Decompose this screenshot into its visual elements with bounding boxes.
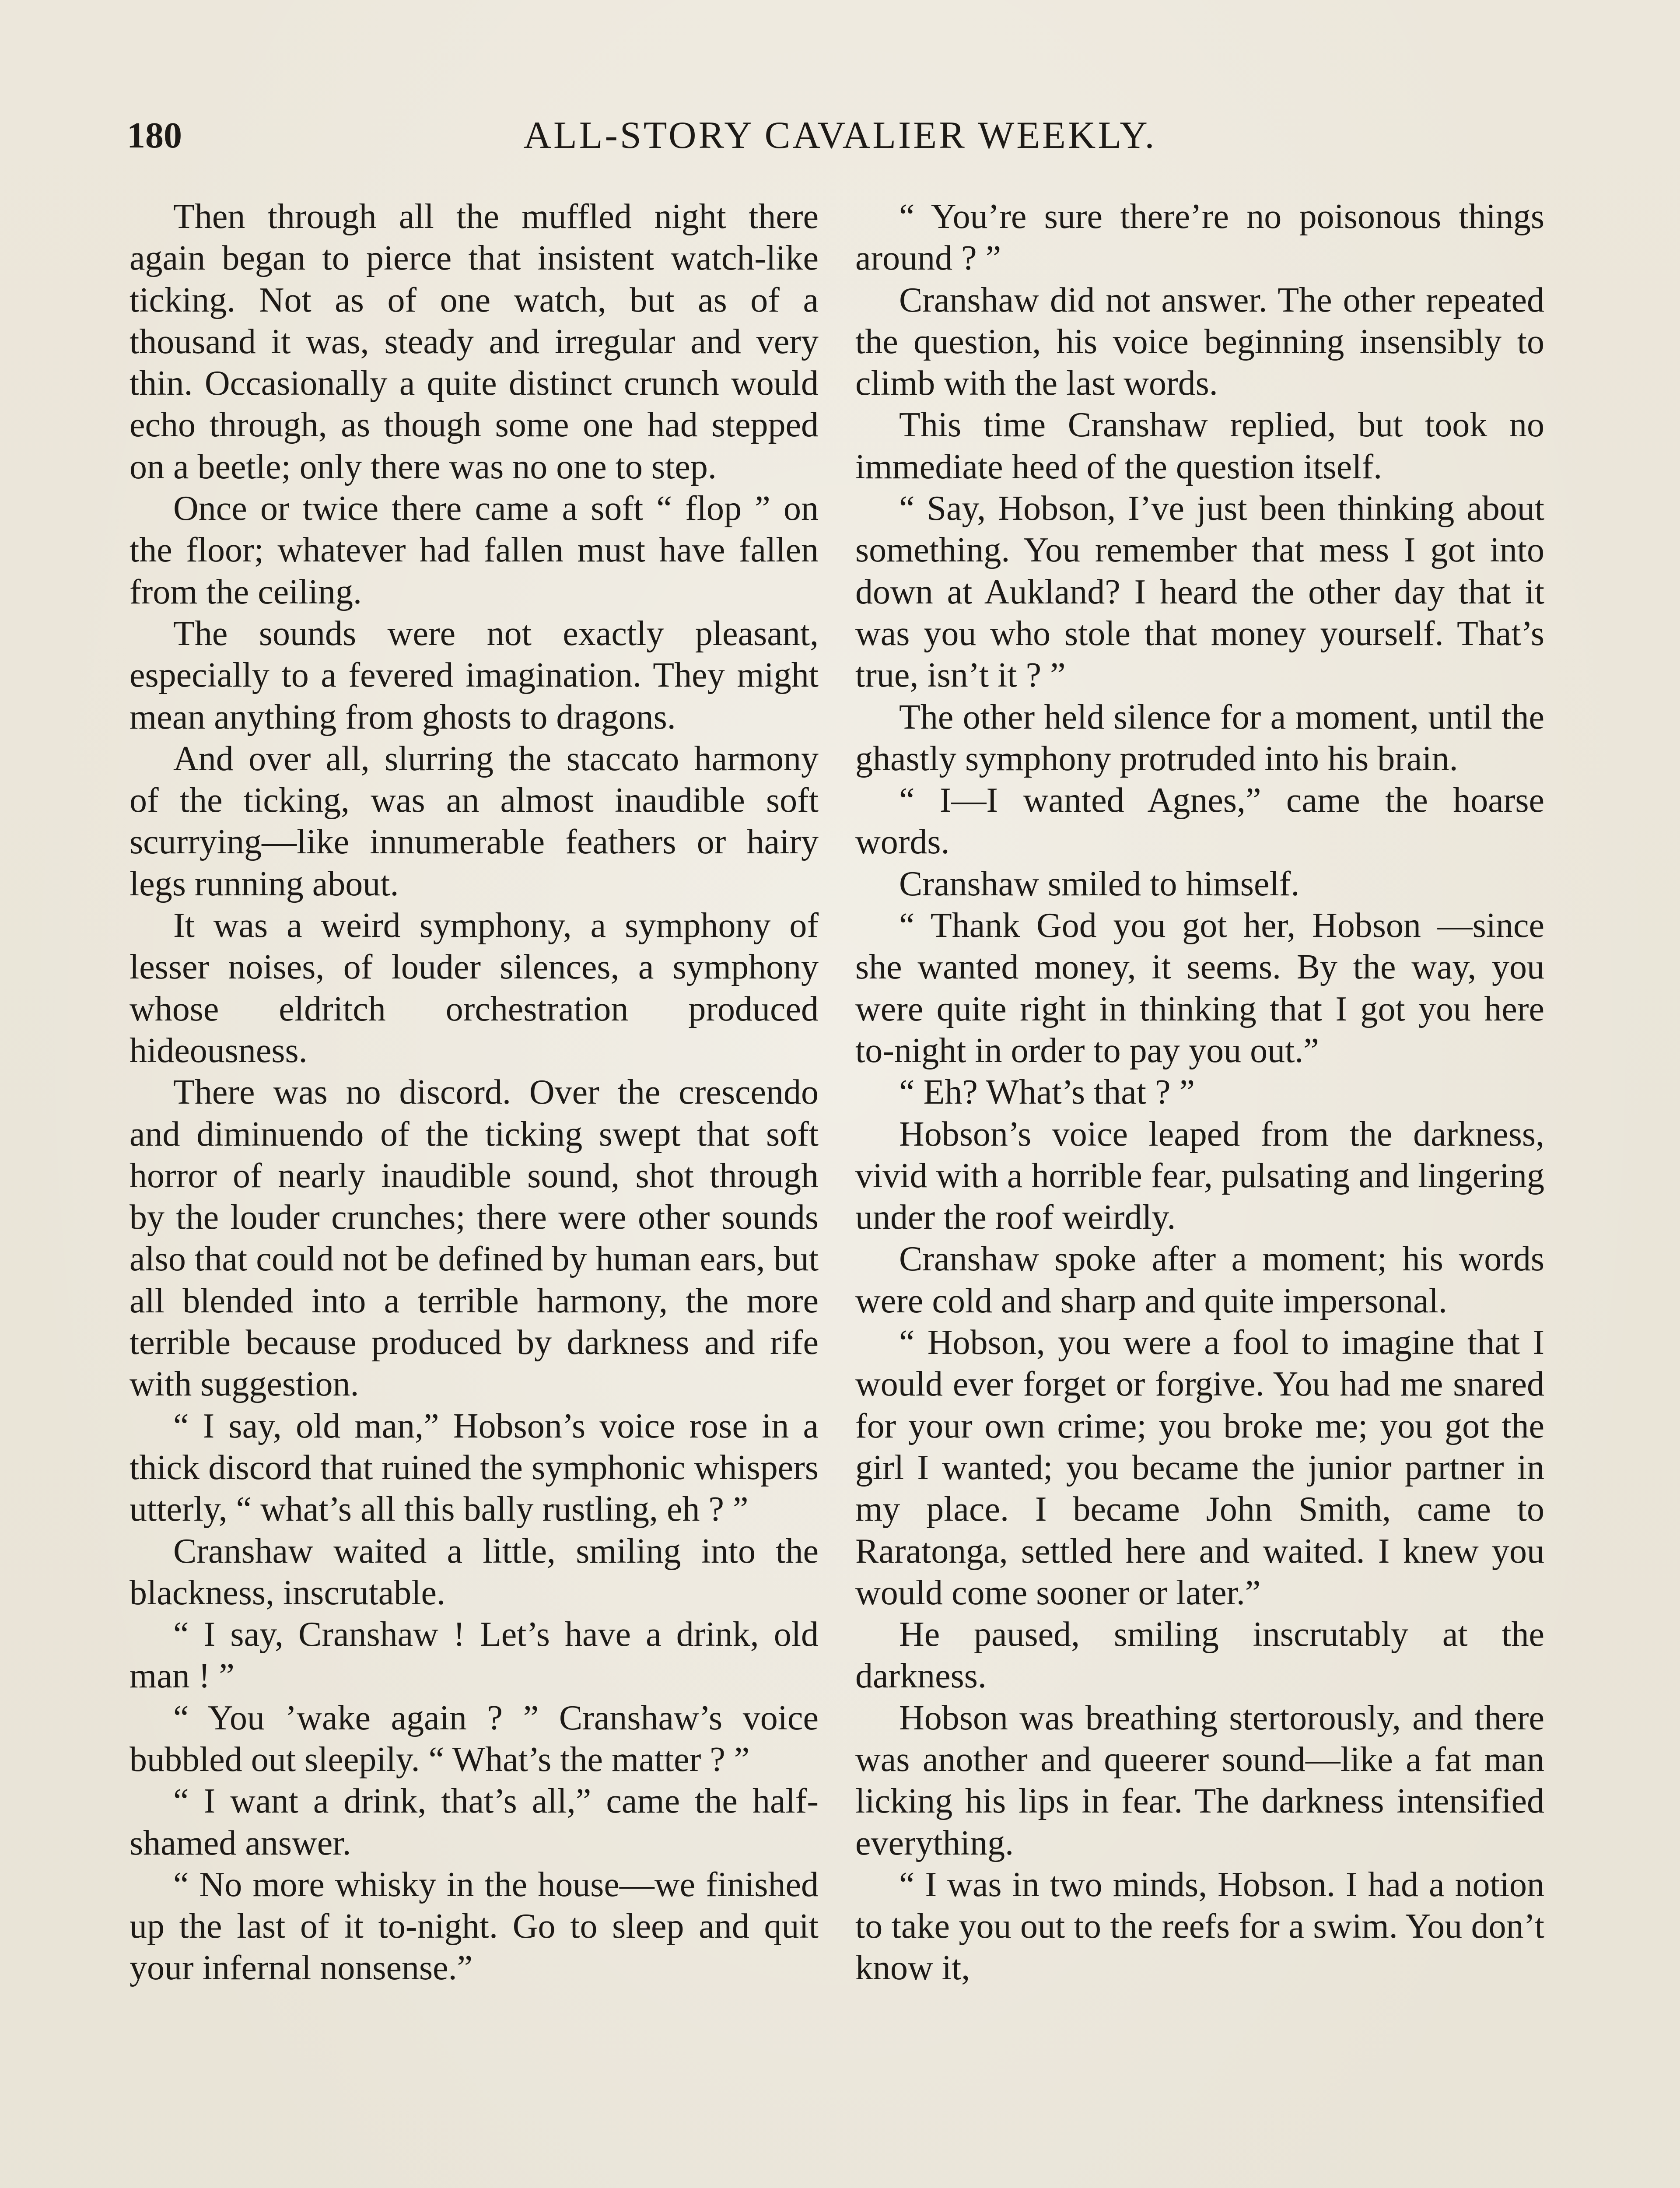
- paragraph: “ Say, Hobson, I’ve just been thinking about something. You remember that mess I got into down at Aukland? I heard the other day that it was you who stole that money yourself. That’s true, isn’t it ? ”: [855, 489, 1544, 695]
- paragraph: Hobson’s voice leaped from the darkness, vivid with a horrible fear, pulsating and lingering under the roof weirdly.: [855, 1115, 1544, 1237]
- paragraph: It was a weird symphony, a symphony of lesser noises, of louder silences, a symphony whose eldritch orchestration produced hideousness.: [130, 906, 819, 1070]
- right-text-column: [855, 196, 1544, 1989]
- paragraph: There was no discord. Over the crescendo and diminuendo of the ticking swept that soft horror of nearly inaudible sound, shot through by the louder crunches; there were other sounds also that could not be defined by human ears, but all blended into a terrible harmony, the more terrible because produced by darkness and rife with suggestion.: [130, 1073, 819, 1404]
- running-title: ALL-STORY CAVALIER WEEKLY.: [523, 114, 1157, 157]
- paragraph: “ Eh? What’s that ? ”: [899, 1073, 1195, 1112]
- paragraph: Cranshaw smiled to himself.: [899, 864, 1300, 903]
- paragraph: Hobson was breathing stertorously, and there was another and queerer sound—like a fat man licking his lips in fear. The darkness intensified everything.: [855, 1698, 1544, 1862]
- paragraph: “ You’re sure there’re no poisonous things around ? ”: [855, 197, 1544, 278]
- paragraph: “ Hobson, you were a fool to imagine that I would ever forget or forgive. You had me snared for your own crime; you broke me; you got the girl I wanted; you became the junior partner in my place. I became John Smith, came to Raratonga, settled here and waited. I knew you would come sooner or later.”: [855, 1323, 1544, 1612]
- paragraph: This time Cranshaw replied, but took no immediate heed of the question itself.: [855, 406, 1544, 486]
- paragraph: Cranshaw did not answer. The other repeated the question, his voice beginning insensibly to climb with the last words.: [855, 281, 1544, 403]
- paragraph: “ I was in two minds, Hobson. I had a notion to take you out to the reefs for a swim. You don’t know it,: [855, 1865, 1544, 1988]
- paragraph: “ I want a drink, that’s all,” came the half-shamed answer.: [130, 1782, 819, 1862]
- paragraph: The other held silence for a moment, until the ghastly symphony protruded into his brain.: [855, 698, 1544, 778]
- paragraph: The sounds were not exactly pleasant, especially to a fevered imagination. They might mean anything from ghosts to dragons.: [130, 614, 819, 736]
- paragraph: Then through all the muffled night there again began to pierce that insistent watch-like ticking. Not as of one watch, but as of a thousand it was, steady and irregular and very thin. Occasionally a quite distinct crunch would echo through, as though some one had stepped on a beetle; only there was no one to step.: [130, 197, 819, 486]
- paragraph: And over all, slurring the staccato harmony of the ticking, was an almost inaudible soft scurrying—like innumerable feathers or hairy legs running about.: [130, 739, 819, 903]
- paragraph: “ No more whisky in the house—we finished up the last of it to-night. Go to sleep and quit your infernal nonsense.”: [130, 1865, 819, 1988]
- paragraph: “ I—I wanted Agnes,” came the hoarse words.: [855, 781, 1544, 862]
- paragraph: Once or twice there came a soft “ flop ” on the floor; whatever had fallen must have fallen from the ceiling.: [130, 489, 819, 611]
- paragraph: He paused, smiling inscrutably at the darkness.: [855, 1615, 1544, 1696]
- paragraph: “ I say, Cranshaw ! Let’s have a drink, old man ! ”: [130, 1615, 819, 1696]
- page-number: 180: [127, 115, 182, 156]
- page-header: [127, 109, 1553, 162]
- left-text-column: [130, 196, 819, 1989]
- paragraph: Cranshaw spoke after a moment; his words were cold and sharp and quite impersonal.: [855, 1240, 1544, 1320]
- paragraph: Cranshaw waited a little, smiling into the blackness, inscrutable.: [130, 1532, 819, 1612]
- paragraph: “ You ’wake again ? ” Cranshaw’s voice bubbled out sleepily. “ What’s the matter ? ”: [130, 1698, 819, 1779]
- paragraph: “ I say, old man,” Hobson’s voice rose in a thick discord that ruined the symphonic whispers utterly, “ what’s all this bally rustling, eh ? ”: [130, 1406, 819, 1529]
- paragraph: “ Thank God you got her, Hobson —since she wanted money, it seems. By the way, you were quite right in thinking that I got you here to-night in order to pay you out.”: [855, 906, 1544, 1070]
